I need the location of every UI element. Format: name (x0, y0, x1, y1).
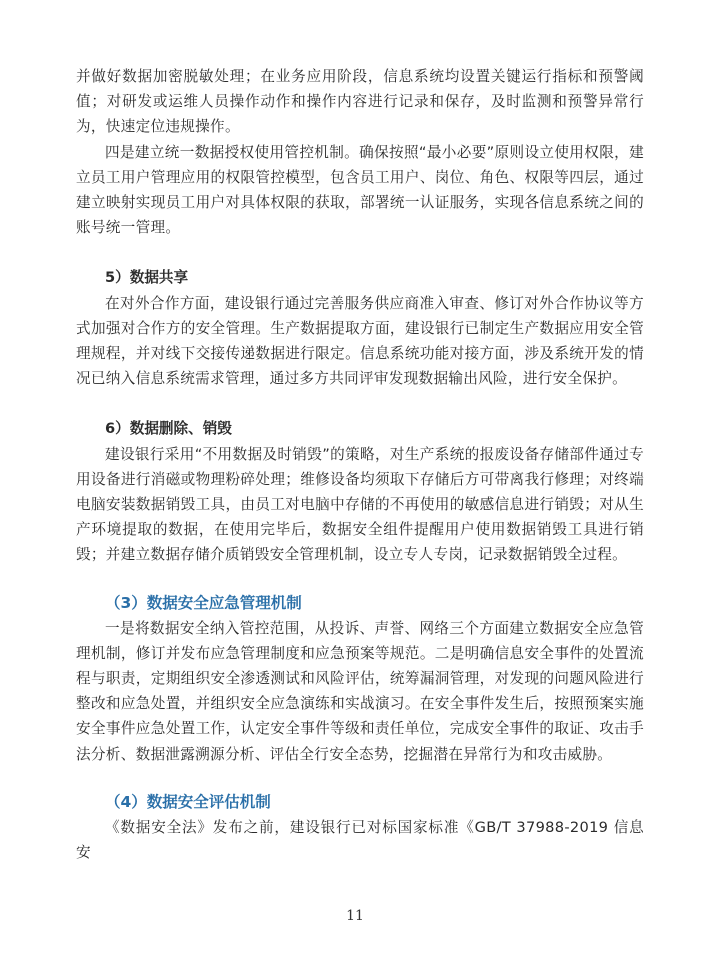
spacer (76, 391, 644, 416)
paragraph-data-sharing: 在对外合作方面，建设银行通过完善服务供应商准入审查、修订对外合作协议等方式加强对合作方的安全管理。生产数据提取方面，建设银行已制定生产数据应用安全管理规程，并对线下交接传递数据进行限定。信息系统功能对接方面，涉及系统开发的情况已纳入信息系统需求管理，通过多方共同评审发现数据输出风险，进行安全保护。 (76, 294, 644, 388)
section-heading-emergency: （3）数据安全应急管理机制 (105, 593, 302, 612)
page-number: 11 (346, 908, 364, 924)
subheading-data-deletion: 6）数据删除、销毁 (105, 420, 232, 438)
page-content (76, 64, 644, 865)
paragraph-assessment: 《数据安全法》发布之前，建设银行已对标国家标准《GB/T 37988-2019 信息安 (76, 818, 644, 862)
paragraph-authorization: 四是建立统一数据授权使用管控机制。确保按照“最小必要”原则设立使用权限，建立员工用户管理应用的权限管控模型，包含员工用户、岗位、角色、权限等四层，通过建立映射实现员工用户对具体权限的获取，部署统一认证服务，实现各信息系统之间的账号统一管理。 (76, 143, 644, 237)
paragraph-data-deletion: 建设银行采用“不用数据及时销毁”的策略，对生产系统的报废设备存储部件通过专用设备进行消磁或物理粉碎处理；维修设备均须取下存储后方可带离我行修理；对终端电脑安装数据销毁工具，由员工对电脑中存储的不再使用的敏感信息进行销毁；对从生产环境提取的数据，在使用完毕后，数据安全组件提醒用户使用数据销毁工具进行销毁；并建立数据存储介质销毁安全管理机制，设立专人专岗，记录数据销毁全过程。 (76, 445, 644, 564)
spacer (76, 767, 644, 789)
paragraph-emergency: 一是将数据安全纳入管控范围，从投诉、声誉、网络三个方面建立数据安全应急管理机制，修订并发布应急管理制度和应急预案等规范。二是明确信息安全事件的处置流程与职责，定期组织安全渗透测试和风险评估，统筹漏洞管理，对发现的问题风险进行整改和应急处置，并组织安全应急演练和实战演习。在安全事件发生后，按照预案实施安全事件应急处置工作，认定安全事件等级和责任单位，完成安全事件的取证、攻击手法分析、数据泄露溯源分析、评估全行安全态势，挖掘潜在异常行为和攻击威胁。 (76, 619, 644, 763)
spacer (76, 568, 644, 590)
subheading-data-sharing: 5）数据共享 (105, 269, 189, 287)
section-heading-assessment: （4）数据安全评估机制 (105, 792, 271, 811)
paragraph-continuation: 并做好数据加密脱敏处理；在业务应用阶段，信息系统均设置关键运行指标和预警阈值；对研发或运维人员操作动作和操作内容进行记录和保存，及时监测和预警异常行为，快速定位违规操作。 (76, 68, 644, 136)
spacer (76, 240, 644, 265)
